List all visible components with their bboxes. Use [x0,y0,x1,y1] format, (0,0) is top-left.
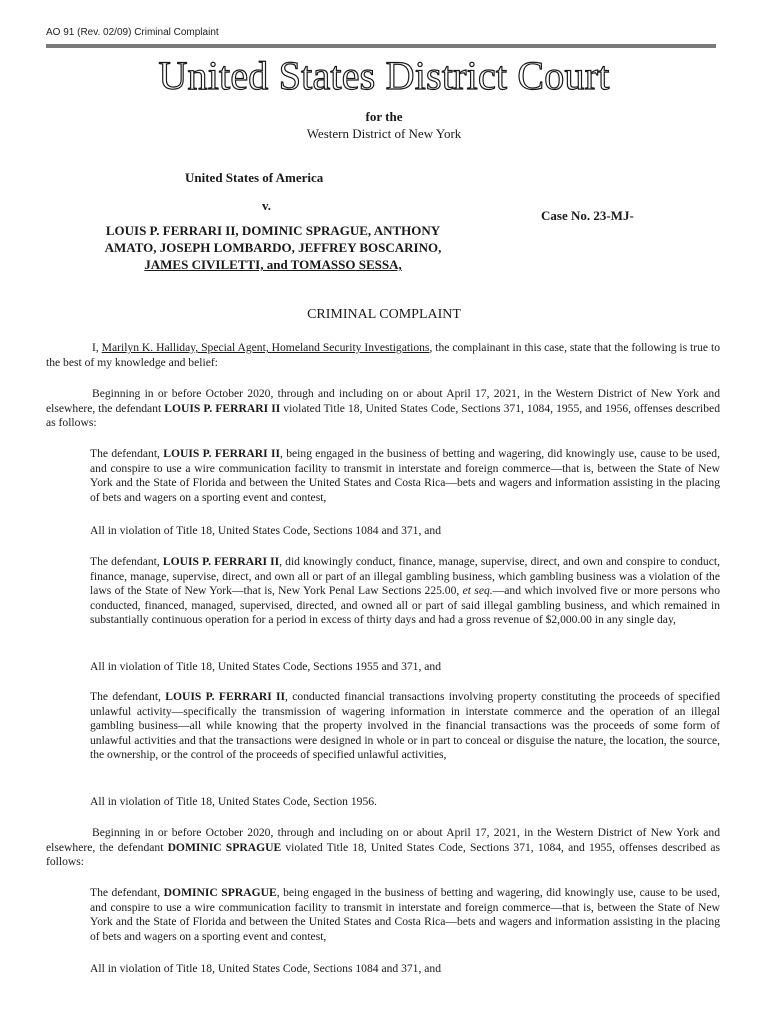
versus-label: v. [262,198,272,213]
paragraph-violation-1956: All in violation of Title 18, United States Code, Section 1956. [90,795,377,808]
complaint-title: CRIMINAL COMPLAINT [307,307,461,322]
header-rule [46,44,716,48]
paragraph-violation-1955: All in violation of Title 18, United States Code, Sections 1955 and 371, and [90,660,442,673]
paragraph-ferrari-laundering: The defendant, LOUIS P. FERRARI II, conducted financial transactions involving property constituting the proceeds of specified unlawful activity—specifically the transmission of wagering information in interstate commerce and the operation of an illegal gambling business—all while knowing that the property involved in the financial transactions was the proceeds of some form of unlawful activities and that the transactions were designed in whole or in part to conceal or disguise the nature, the location, the source, the ownership, or the control of the proceeds of specified unlawful activities, [90,690,720,762]
paragraph-ferrari-gambling: The defendant, LOUIS P. FERRARI II, did knowingly conduct, finance, manage, supervise, direct, and own and conspire to conduct, finance, manage, supervise, direct, and own all or part of an illegal gambling business, which gambling business was a violation of the laws of the State of New York—that is, New York Penal Law Sections 225.00, et seq.—and which involved five or more persons who conducted, financed, managed, supervised, directed, and owned all or part of said illegal gambling business, and which remained in substantially continuous operation for a period in excess of thirty days and had a gross revenue of $2,000.00 in any single day, [90,555,721,627]
district-name: Western District of New York [306,126,462,141]
paragraph-sprague-summary: Beginning in or before October 2020, through and including on or about April 17, 2021, in the Western District of New York and elsewhere, the defendant DOMINIC SPRAGUE violated Title 18, United States Code, Sections 371, 1084, and 1955, offenses described as follows: [46,826,720,869]
paragraph-ferrari-wire: The defendant, LOUIS P. FERRARI II, being engaged in the business of betting and wagering, did knowingly use, cause to be used, and conspire to use a wire communication facility to transmit in interstate and foreign commerce—that is, between the State of New York and the State of Florida and between the United States and Costa Rica—bets and wagers and information assisting in the placing of bets and wagers on a sporting event and contest, [90,447,720,504]
form-identifier: AO 91 (Rev. 02/09) Criminal Complaint [46,27,219,38]
for-the-label: for the [365,109,403,124]
defendant-name: LOUIS P. FERRARI II [162,555,280,568]
defendant-name: DOMINIC SPRAGUE [163,886,277,899]
defendants-line-2: AMATO, JOSEPH LOMBARDO, JEFFREY BOSCARINO, [104,240,442,255]
defendants-line-1: LOUIS P. FERRARI II, DOMINIC SPRAGUE, ANTHONY [105,223,441,238]
paragraph-complainant: I, Marilyn K. Halliday, Special Agent, Homeland Security Investigations, the complainant in this case, state that the following is true to the best of my knowledge and belief: [46,341,720,369]
defendants-block [63,222,483,273]
defendants-line-3: JAMES CIVILETTI, and TOMASSO SESSA, [144,257,402,272]
paragraph-violation-1084: All in violation of Title 18, United States Code, Sections 1084 and 371, and [90,524,442,537]
plaintiff-name: United States of America [185,170,324,185]
case-number: Case No. 23-MJ- [541,208,634,223]
defendant-name: LOUIS P. FERRARI II [164,401,281,415]
complainant-name: Marilyn K. Halliday, Special Agent, Homeland Security Investigations [101,341,430,354]
defendant-name: DOMINIC SPRAGUE [167,840,282,854]
paragraph-violation-1084-sprague: All in violation of Title 18, United States Code, Sections 1084 and 371, and [90,962,442,975]
paragraph-ferrari-summary: Beginning in or before October 2020, through and including on or about April 17, 2021, in the Western District of New York and elsewhere, the defendant LOUIS P. FERRARI II violated Title 18, United States Code, Sections 371, 1084, 1955, and 1956, offenses described as follows: [46,387,720,430]
court-title: United States District Court [158,53,610,98]
paragraph-sprague-wire: The defendant, DOMINIC SPRAGUE, being engaged in the business of betting and wagering, did knowingly use, cause to be used, and conspire to use a wire communication facility to transmit in interstate and foreign commerce—that is, between the State of New York and the State of Florida and between the United States and Costa Rica—bets and wagers and information assisting in the placing of bets and wagers on a sporting event and contest, [90,886,720,943]
defendant-name: LOUIS P. FERRARI II [163,447,281,460]
defendant-name: LOUIS P. FERRARI II [165,690,286,703]
